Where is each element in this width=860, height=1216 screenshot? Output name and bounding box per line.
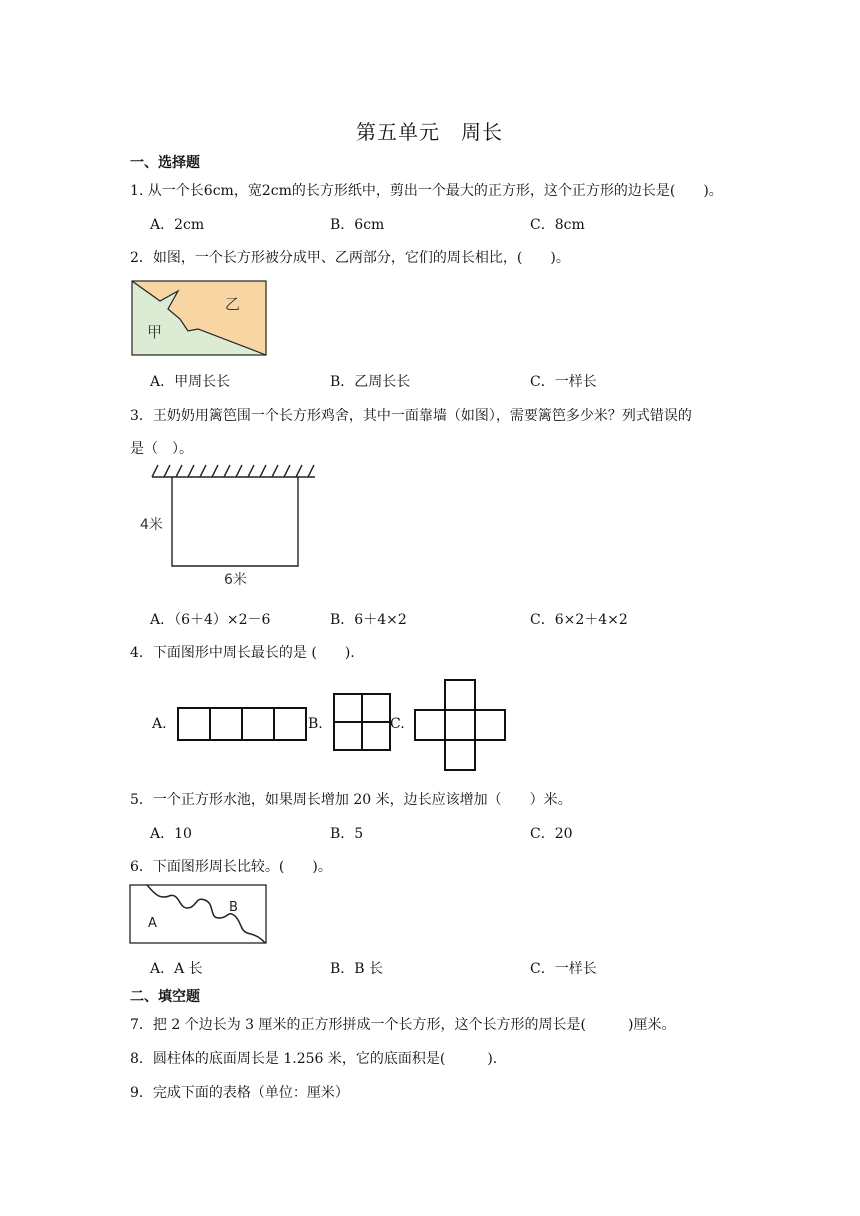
q5-option-a: A．10 <box>150 826 192 842</box>
q6-option-b: B．B 长 <box>330 961 384 977</box>
q4-option-c-letter: C. <box>390 716 405 732</box>
q4-shape-b <box>332 692 392 752</box>
q1-option-b: B．6cm <box>330 217 385 233</box>
label-4m: 4米 <box>140 517 163 533</box>
q6-option-c: C．一样长 <box>530 961 597 977</box>
q4-shape-c <box>413 678 507 772</box>
q2-option-b: B．乙周长长 <box>330 374 411 390</box>
question-4: 4．下面图形中周长最长的是 ( ). <box>130 645 355 661</box>
question-1: 1. 从一个长6cm，宽2cm的长方形纸中，剪出一个最大的正方形，这个正方形的边长是( )。 <box>130 183 723 199</box>
q4-option-a-letter: A. <box>152 716 167 732</box>
q5-option-c: C．20 <box>530 826 573 842</box>
question-3-line2: 是（ ）。 <box>130 441 193 457</box>
section-fill: 二、填空题 <box>130 989 200 1005</box>
q4-option-b-letter: B. <box>308 716 323 732</box>
question-2: 2．如图，一个长方形被分成甲、乙两部分，它们的周长相比，( )。 <box>130 250 570 266</box>
page-title: 第五单元 周长 <box>356 120 503 144</box>
section-choice: 一、选择题 <box>130 155 200 171</box>
question-3-line1: 3．王奶奶用篱笆围一个长方形鸡舍，其中一面靠墙（如图），需要篱笆多少米？列式错误的 <box>130 408 692 424</box>
label-b: B <box>229 900 238 915</box>
question-7: 7．把 2 个边长为 3 厘米的正方形拼成一个长方形，这个长方形的周长是( )厘米。 <box>130 1017 676 1033</box>
q2-figure <box>130 279 270 359</box>
q2-option-c: C．一样长 <box>530 374 597 390</box>
q6-option-a: A．A 长 <box>150 961 203 977</box>
q1-option-c: C．8cm <box>530 217 585 233</box>
q6-figure <box>129 884 269 946</box>
question-5: 5．一个正方形水池，如果周长增加 20 米，边长应该增加（ ）米。 <box>130 792 572 808</box>
question-9: 9．完成下面的表格（单位：厘米） <box>130 1085 349 1101</box>
q3-figure <box>140 460 340 590</box>
label-jia: 甲 <box>147 323 163 341</box>
q4-shape-a <box>176 706 308 742</box>
label-yi: 乙 <box>225 295 241 313</box>
label-6m: 6米 <box>224 572 247 588</box>
q1-option-a: A．2cm <box>150 217 205 233</box>
label-a: A <box>148 916 157 931</box>
q2-option-a: A．甲周长长 <box>150 374 231 390</box>
q3-option-c: C．6×2＋4×2 <box>530 612 628 628</box>
question-8: 8．圆柱体的底面周长是 1.256 米，它的底面积是( ). <box>130 1051 498 1067</box>
q3-option-a: A．（6＋4）×2－6 <box>150 612 271 628</box>
q3-option-b: B．6＋4×2 <box>330 612 407 628</box>
question-6: 6．下面图形周长比较。( )。 <box>130 859 332 875</box>
q5-option-b: B．5 <box>330 826 364 842</box>
